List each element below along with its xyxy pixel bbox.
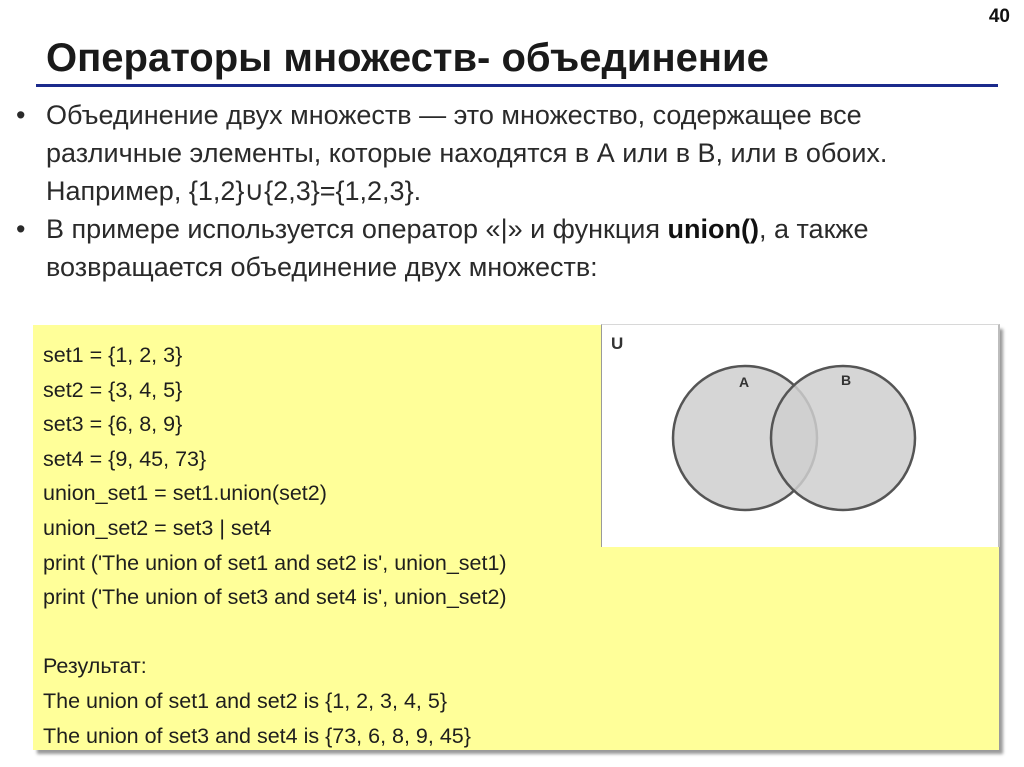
universe-label: U: [611, 334, 624, 353]
result-heading: Результат:: [43, 654, 147, 679]
bullet-text-bold: union(): [667, 214, 759, 244]
bullet-dot-icon: •: [16, 214, 26, 244]
bullet-text-after: , а также возвращается объединение двух множеств:: [46, 214, 869, 282]
code-line: union_set2 = set3 | set4: [43, 515, 272, 540]
bullet-dot-icon: •: [16, 100, 26, 130]
venn-diagram: [602, 325, 998, 547]
code-line-blank: [43, 615, 507, 650]
code-line: set2 = {3, 4, 5}: [43, 377, 183, 402]
bullet-text: [46, 214, 868, 282]
code-line: set1 = {1, 2, 3}: [43, 343, 183, 367]
code-line: set3 = {6, 8, 9}: [43, 412, 183, 437]
bullet-item-definition: [12, 96, 1002, 210]
code-line: set4 = {9, 45, 73}: [43, 446, 207, 471]
code-line: union_set1 = set1.union(set2): [43, 481, 327, 506]
set-a-label: A: [739, 374, 750, 390]
bullet-text-before: В примере используется оператор «|» и функция: [46, 214, 668, 244]
code-line: print ('The union of set3 and set4 is', union_set2): [43, 585, 507, 610]
code-line: print ('The union of set1 and set2 is', union_set1): [43, 550, 507, 575]
bullet-item-example: [12, 210, 1002, 286]
bullet-list: [12, 96, 1002, 286]
result-line: The union of set1 and set2 is {1, 2, 3, 4, 5}: [43, 688, 448, 713]
result-line: The union of set3 and set4 is {73, 6, 8, 9, 45}: [43, 723, 471, 748]
venn-diagram-panel: [601, 324, 1000, 547]
title-underline: [36, 84, 998, 87]
bullet-text: Объединение двух множеств — это множество, содержащее все различные элементы, которые находятся в А или в В, или в обоих. Например, {1,2}∪{2,3}={1,2,3}.: [46, 100, 888, 206]
code-lines: [43, 338, 507, 753]
slide-number: 40: [988, 6, 1010, 27]
slide-title: Операторы множеств- объединение: [46, 36, 769, 80]
set-b-label: B: [841, 372, 852, 388]
